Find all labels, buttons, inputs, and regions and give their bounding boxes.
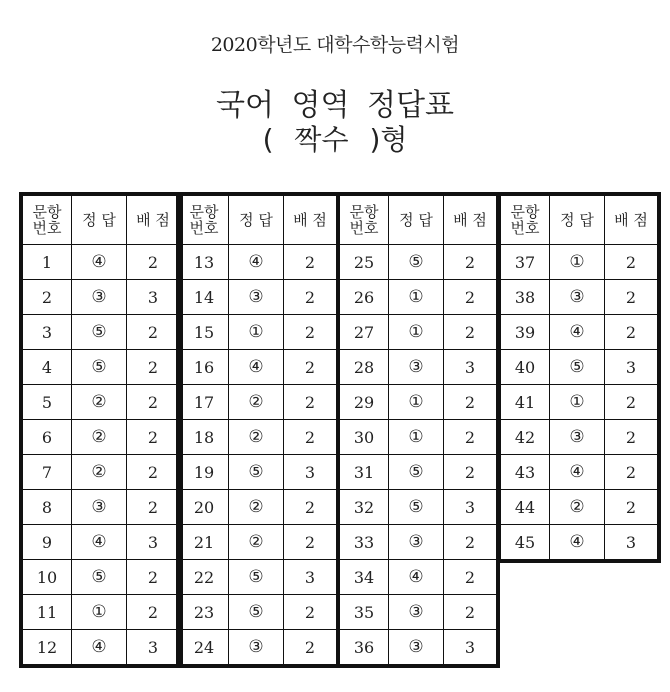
table-row [23, 350, 180, 385]
table-row [501, 385, 658, 420]
question-number: 17 [180, 385, 229, 420]
table-row [501, 490, 658, 525]
points: 2 [605, 245, 658, 280]
answer: ④ [550, 525, 605, 560]
answer: ③ [72, 490, 127, 525]
points: 3 [444, 490, 497, 525]
question-number: 3 [23, 315, 72, 350]
table-row [180, 420, 337, 455]
question-number: 43 [501, 455, 550, 490]
col-points-header: 배 점 [444, 196, 497, 245]
question-number: 23 [180, 595, 229, 630]
points: 2 [444, 315, 497, 350]
answer: ⑤ [389, 455, 444, 490]
table-row [501, 245, 658, 280]
answer: ① [550, 245, 605, 280]
question-number: 2 [23, 280, 72, 315]
answer: ⑤ [229, 455, 284, 490]
question-number: 5 [23, 385, 72, 420]
points: 2 [127, 350, 180, 385]
question-number: 19 [180, 455, 229, 490]
question-number: 36 [340, 630, 389, 665]
question-number: 8 [23, 490, 72, 525]
points: 2 [127, 490, 180, 525]
question-number: 9 [23, 525, 72, 560]
question-number: 1 [23, 245, 72, 280]
table-row [340, 315, 497, 350]
col-number-header: 문항 번호 [180, 196, 229, 245]
answer: ⑤ [550, 350, 605, 385]
points: 2 [605, 490, 658, 525]
answer: ② [229, 525, 284, 560]
points: 2 [127, 385, 180, 420]
table-row [23, 455, 180, 490]
points: 2 [284, 385, 337, 420]
answer: ⑤ [72, 350, 127, 385]
table-row [340, 280, 497, 315]
type-open-paren: ( [262, 123, 274, 156]
answer: ② [229, 490, 284, 525]
table-row [23, 630, 180, 665]
points: 2 [444, 525, 497, 560]
question-number: 14 [180, 280, 229, 315]
table-row [23, 280, 180, 315]
answer: ④ [229, 350, 284, 385]
question-number: 18 [180, 420, 229, 455]
question-number: 6 [23, 420, 72, 455]
question-number: 45 [501, 525, 550, 560]
answer: ① [389, 385, 444, 420]
points: 2 [444, 420, 497, 455]
points: 2 [127, 455, 180, 490]
col-answer-header: 정 답 [72, 196, 127, 245]
table-row [340, 455, 497, 490]
table-row [340, 525, 497, 560]
points: 2 [127, 315, 180, 350]
col-number-header: 문항 번호 [501, 196, 550, 245]
answer: ② [229, 385, 284, 420]
question-number: 34 [340, 560, 389, 595]
question-number: 15 [180, 315, 229, 350]
table-row [23, 595, 180, 630]
points: 2 [444, 385, 497, 420]
answer: ② [550, 490, 605, 525]
question-number: 38 [501, 280, 550, 315]
answer: ⑤ [72, 315, 127, 350]
col-answer-header: 정 답 [389, 196, 444, 245]
question-number: 12 [23, 630, 72, 665]
question-number: 4 [23, 350, 72, 385]
answer: ② [72, 455, 127, 490]
points: 2 [284, 595, 337, 630]
question-number: 21 [180, 525, 229, 560]
table-row [340, 560, 497, 595]
answer: ② [72, 420, 127, 455]
type-name: 짝수 [294, 123, 349, 156]
table-row [180, 525, 337, 560]
question-number: 10 [23, 560, 72, 595]
table-row [340, 490, 497, 525]
answer-group-2 [176, 192, 340, 668]
question-number: 24 [180, 630, 229, 665]
points: 3 [284, 455, 337, 490]
answer: ③ [229, 630, 284, 665]
points: 2 [127, 595, 180, 630]
question-number: 13 [180, 245, 229, 280]
answer: ② [72, 385, 127, 420]
question-number: 44 [501, 490, 550, 525]
table-row [501, 315, 658, 350]
question-number: 26 [340, 280, 389, 315]
header-row [340, 196, 497, 245]
question-number: 42 [501, 420, 550, 455]
answer: ② [229, 420, 284, 455]
exam-type [0, 118, 670, 158]
table-row [23, 525, 180, 560]
question-number: 7 [23, 455, 72, 490]
table-row [180, 630, 337, 665]
answer-group-3 [336, 192, 500, 668]
answer: ④ [550, 315, 605, 350]
answer: ④ [229, 245, 284, 280]
points: 3 [284, 560, 337, 595]
answer: ④ [389, 560, 444, 595]
points: 2 [444, 280, 497, 315]
table-row [180, 315, 337, 350]
question-number: 39 [501, 315, 550, 350]
header-row [501, 196, 658, 245]
table-row [501, 525, 658, 560]
answer: ① [389, 315, 444, 350]
table-row [180, 455, 337, 490]
points: 3 [127, 280, 180, 315]
points: 2 [605, 420, 658, 455]
points: 2 [444, 595, 497, 630]
points: 2 [284, 315, 337, 350]
points: 2 [284, 350, 337, 385]
table-row [23, 315, 180, 350]
answer: ① [72, 595, 127, 630]
col-points-header: 배 점 [284, 196, 337, 245]
points: 2 [127, 560, 180, 595]
points: 3 [605, 350, 658, 385]
points: 3 [444, 630, 497, 665]
question-number: 22 [180, 560, 229, 595]
answer: ① [389, 280, 444, 315]
table-row [180, 350, 337, 385]
table-row [180, 595, 337, 630]
question-number: 27 [340, 315, 389, 350]
question-number: 29 [340, 385, 389, 420]
answer: ③ [72, 280, 127, 315]
subject-title: 국어 영역 정답표 [216, 88, 454, 123]
table-row [180, 245, 337, 280]
table-row [340, 595, 497, 630]
answer-group-4 [497, 192, 661, 563]
answer: ③ [229, 280, 284, 315]
answer: ⑤ [72, 560, 127, 595]
table-row [340, 245, 497, 280]
points: 3 [127, 525, 180, 560]
points: 2 [284, 280, 337, 315]
answer: ③ [389, 350, 444, 385]
col-answer-header: 정 답 [229, 196, 284, 245]
answer: ⑤ [229, 560, 284, 595]
table-row [340, 350, 497, 385]
table-row [180, 490, 337, 525]
answer: ③ [389, 630, 444, 665]
table-row [501, 280, 658, 315]
points: 3 [127, 630, 180, 665]
question-number: 40 [501, 350, 550, 385]
table-row [340, 420, 497, 455]
table-row [340, 630, 497, 665]
points: 2 [444, 245, 497, 280]
points: 2 [284, 630, 337, 665]
col-points-header: 배 점 [605, 196, 658, 245]
table-row [180, 385, 337, 420]
points: 2 [605, 315, 658, 350]
question-number: 20 [180, 490, 229, 525]
answer: ① [229, 315, 284, 350]
table-row [23, 560, 180, 595]
col-number-header: 문항 번호 [340, 196, 389, 245]
question-number: 16 [180, 350, 229, 385]
answer: ① [389, 420, 444, 455]
points: 2 [444, 455, 497, 490]
col-answer-header: 정 답 [550, 196, 605, 245]
question-number: 31 [340, 455, 389, 490]
question-number: 33 [340, 525, 389, 560]
table-row [23, 385, 180, 420]
points: 2 [284, 420, 337, 455]
table-row [23, 490, 180, 525]
question-number: 35 [340, 595, 389, 630]
table-row [340, 385, 497, 420]
answer-group-1 [19, 192, 183, 668]
points: 2 [605, 385, 658, 420]
table-row [501, 350, 658, 385]
points: 2 [444, 560, 497, 595]
question-number: 25 [340, 245, 389, 280]
answer: ⑤ [389, 245, 444, 280]
points: 2 [127, 245, 180, 280]
points: 2 [284, 525, 337, 560]
points: 2 [127, 420, 180, 455]
table-row [180, 560, 337, 595]
header-row [180, 196, 337, 245]
points: 2 [605, 455, 658, 490]
exam-title: 2020학년도 대학수학능력시험 [210, 34, 460, 56]
col-number-header: 문항 번호 [23, 196, 72, 245]
type-close: )형 [369, 123, 408, 156]
answer: ④ [72, 630, 127, 665]
answer: ④ [72, 245, 127, 280]
points: 3 [444, 350, 497, 385]
answer: ③ [550, 420, 605, 455]
question-number: 11 [23, 595, 72, 630]
table-row [23, 420, 180, 455]
table-row [23, 245, 180, 280]
col-points-header: 배 점 [127, 196, 180, 245]
points: 3 [605, 525, 658, 560]
question-number: 28 [340, 350, 389, 385]
table-row [501, 420, 658, 455]
answer: ③ [389, 525, 444, 560]
points: 2 [605, 280, 658, 315]
question-number: 30 [340, 420, 389, 455]
question-number: 32 [340, 490, 389, 525]
points: 2 [284, 245, 337, 280]
question-number: 41 [501, 385, 550, 420]
header-row [23, 196, 180, 245]
answer: ④ [550, 455, 605, 490]
question-number: 37 [501, 245, 550, 280]
table-row [180, 280, 337, 315]
answer: ⑤ [389, 490, 444, 525]
answer: ④ [72, 525, 127, 560]
answer: ③ [389, 595, 444, 630]
table-row [501, 455, 658, 490]
answer: ⑤ [229, 595, 284, 630]
answer: ① [550, 385, 605, 420]
points: 2 [284, 490, 337, 525]
answer: ③ [550, 280, 605, 315]
